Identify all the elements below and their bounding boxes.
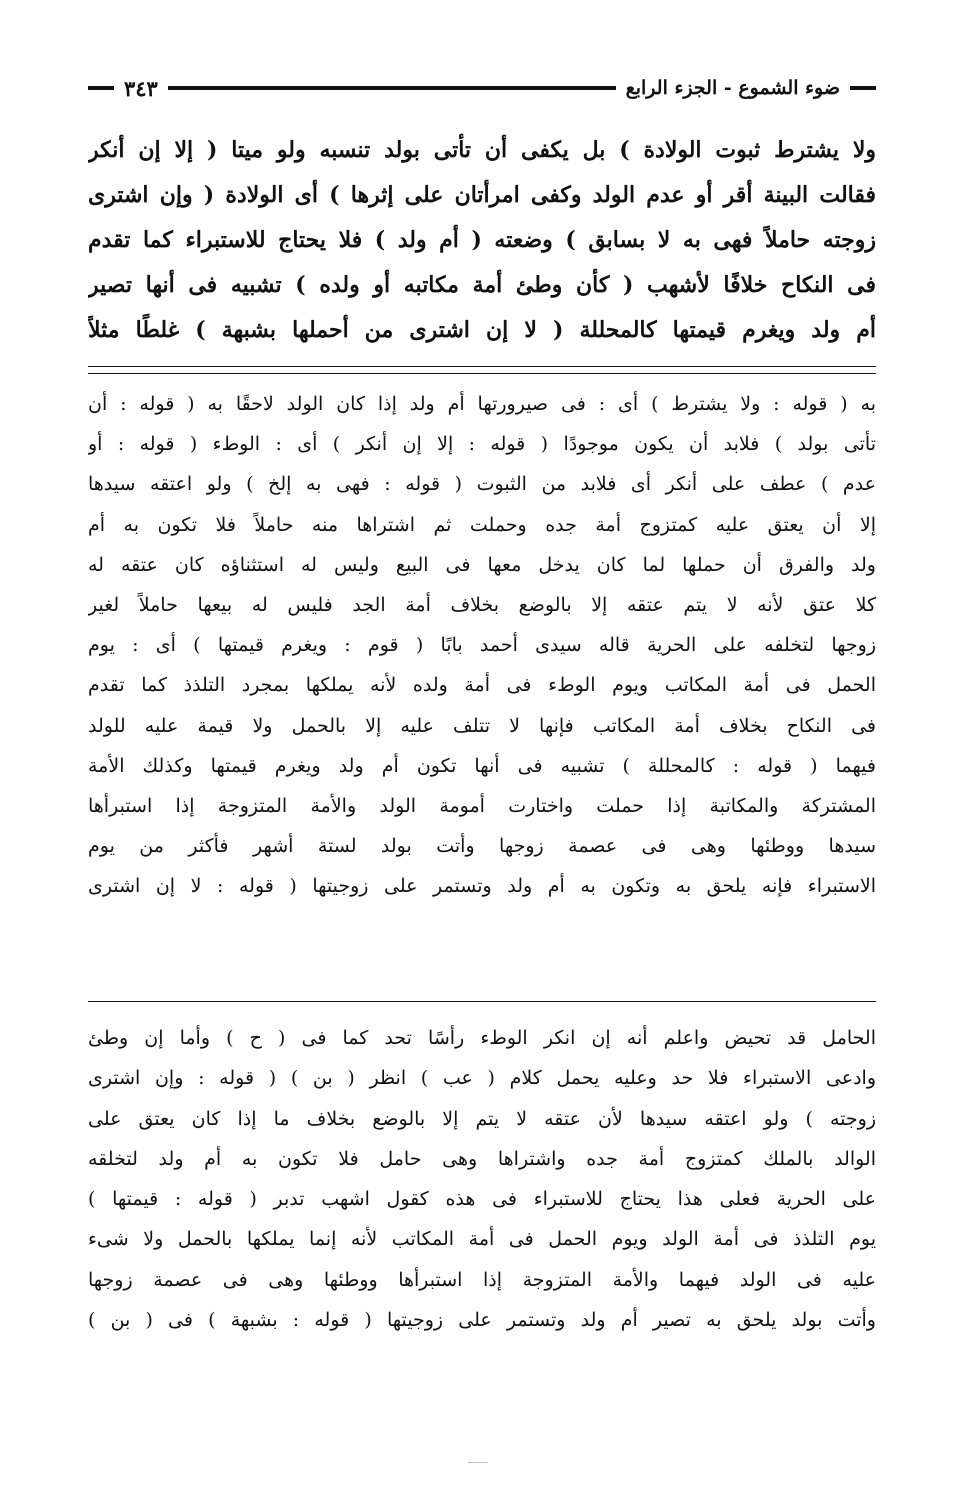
commentary-line: يوم التلذذ فى أمة الولد ويوم الحمل فى أمة المكاتب لأنه إنما يملكها بالحمل ولا شىء — [88, 1228, 876, 1251]
commentary-line: تأتى بولد ) فلابد أن يكون موجودًا ( قوله : إلا إن أنكر ) أى : الوطء ( قوله : أو — [88, 433, 876, 456]
commentary-lower — [88, 1018, 876, 1340]
running-header — [88, 70, 876, 106]
commentary-line: سيدها ووطئها وهى فى عصمة زوجها وأتت بولد لستة أشهر فأكثر من يوم — [88, 835, 876, 858]
matn-line: فى النكاح خلافًا لأشهب ( كأن وطئ أمة مكاتبه أو ولده ) تشبيه فى أنها تصير — [88, 272, 876, 298]
commentary-line: على الحرية فعلى هذا يحتاج للاستبراء فى هذه كقول اشهب تدبر ( قوله : قيمتها ) — [88, 1188, 876, 1211]
commentary-line: إلا أن يعتق عليه كمتزوج أمة جده وحملت ثم اشتراها منه حاملاً فلا تكون به أم — [88, 513, 876, 536]
commentary-line: الحمل فى أمة المكاتب ويوم الوطء فى أمة ولده لأنه يملكها بمجرد التلذذ كما تقدم — [88, 674, 876, 697]
commentary-line: وأتت بولد يلحق به تصير أم ولد وتستمر على زوجيتها ( قوله : بشبهة ) فى ( بن ) — [88, 1309, 876, 1332]
commentary-line: فيهما ( قوله : كالمحللة ) تشبيه فى أنها تكون أم ولد ويغرم قيمتها وكذلك الأمة — [88, 754, 876, 777]
matn-divider — [88, 366, 876, 374]
commentary-line: زوجته ) ولو اعتقه سيدها لأن عتقه لا يتم إلا بالوضع بخلاف ما إذا كان يعتق على — [88, 1107, 876, 1130]
commentary-line: عدم ) عطف على أنكر أى فلابد من الثبوت ( قوله : فهى به إلخ ) ولو اعتقه سيدها — [88, 473, 876, 496]
commentary-line: الوالد بالملك كمتزوج أمة جده واشتراها وهى حامل فلا تكون به أم ولد لتخلقه — [88, 1147, 876, 1170]
commentary-line: ولد والفرق أن حملها لما كان يدخل معها فى البيع وليس له استثناؤه كان عتقه له — [88, 553, 876, 576]
commentary-divider — [88, 1001, 876, 1002]
commentary-line: به ( قوله : ولا يشترط ) أى : فى صيرورتها أم ولد إذا كان الولد لاحقًا به ( قوله : أن — [88, 393, 876, 415]
commentary-upper — [88, 384, 876, 906]
scan-mark — [468, 1462, 488, 1463]
commentary-line: وادعى الاستبراء فلا حد وعليه يحمل كلام ( عب ) انظر ( بن ) ( قوله : وإن اشترى — [88, 1067, 876, 1090]
header-title: ضوء الشموع - الجزء الرابع — [625, 77, 840, 99]
header-rule — [168, 86, 616, 90]
matn-text — [88, 128, 876, 353]
commentary-line: عليه فى الولد فيهما والأمة المتزوجة إذا استبرأها ووطئها وهى فى عصمة زوجها — [88, 1268, 876, 1291]
matn-line: ولا يشترط ثبوت الولادة ) بل يكفى أن تأتى بولد تنسبه ولو ميتا ( إلا إن أنكر — [88, 137, 876, 163]
commentary-line: الحامل قد تحيض واعلم أنه إن انكر الوطء رأسًا تحد كما فى ( ح ) وأما إن وطئ — [88, 1027, 876, 1049]
matn-line: أم ولد ويغرم قيمتها كالمحللة ( لا إن اشترى من أحملها بشبهة ) غلطًا مثلاً — [88, 317, 876, 343]
matn-line: فقالت البينة أقر أو عدم الولد وكفى امرأتان على إثرها ) أى الولادة ( وإن اشترى — [88, 182, 876, 208]
commentary-line: فى النكاح بخلاف أمة المكاتب فإنها لا تتلف عليه إلا بالحمل ولا قيمة عليه للولد — [88, 714, 876, 737]
commentary-line: زوجها لتخلفه على الحرية قاله سيدى أحمد بابًا ( قوم : ويغرم قيمتها ) أى : يوم — [88, 634, 876, 657]
header-dash-left — [88, 86, 114, 90]
commentary-line: كلا عتق لأنه لا يتم عتقه إلا بالوضع بخلاف أمة الجد فليس له بيعها حاملاً لغير — [88, 593, 876, 616]
commentary-line: المشتركة والمكاتبة إذا حملت واختارت أمومة الولد والأمة المتزوجة إذا استبرأها — [88, 794, 876, 817]
matn-line: زوجته حاملاً فهى به لا بسابق ) وضعته ( أم ولد ) فلا يحتاج للاستبراء كما تقدم — [88, 227, 876, 253]
page-number: ٣٤٣ — [124, 75, 158, 101]
commentary-line: الاستبراء فإنه يلحق به وتكون به أم ولد وتستمر على زوجيتها ( قوله : لا إن اشترى — [88, 875, 876, 898]
header-dash-right — [850, 86, 876, 90]
